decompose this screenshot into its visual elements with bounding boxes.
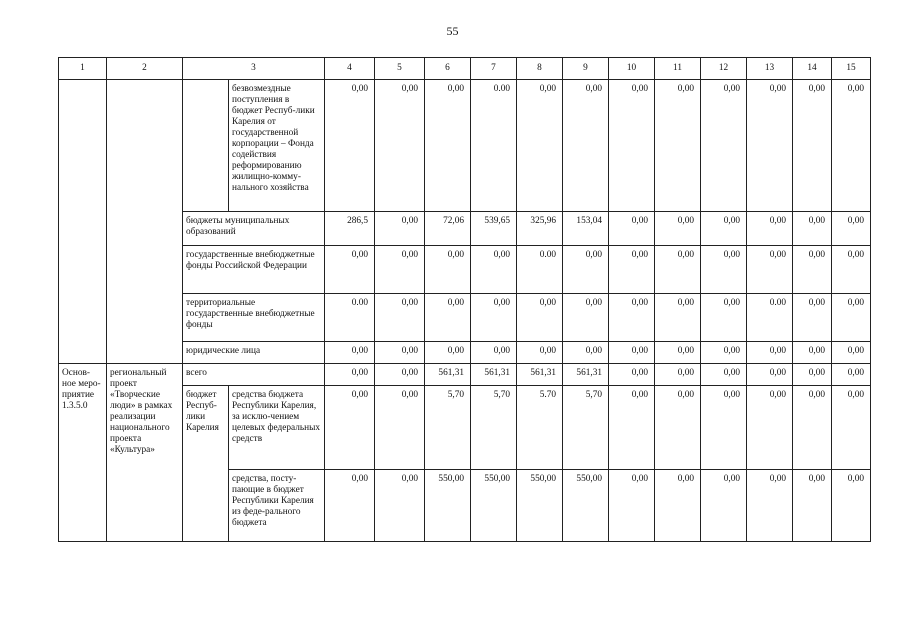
- value-cell: 5,70: [563, 386, 609, 470]
- header-cell: 1: [59, 58, 107, 80]
- value-cell: 0,00: [793, 294, 832, 342]
- value-cell: 0,00: [325, 364, 375, 386]
- value-cell: 0,00: [609, 246, 655, 294]
- header-cell: 7: [471, 58, 517, 80]
- value-cell: 0,00: [793, 364, 832, 386]
- value-cell: 0,00: [325, 246, 375, 294]
- value-cell: 539,65: [471, 212, 517, 246]
- value-cell: 0,00: [375, 246, 425, 294]
- value-cell: 5.70: [517, 386, 563, 470]
- row-label: бюджеты муниципальных образований: [183, 212, 325, 246]
- value-cell: 0,00: [471, 246, 517, 294]
- header-cell: 13: [747, 58, 793, 80]
- value-cell: 0,00: [793, 386, 832, 470]
- header-cell: 4: [325, 58, 375, 80]
- row-label: всего: [183, 364, 325, 386]
- row-label: средства, посту-пающие в бюджет Республики Карелия из феде-рального бюджета: [229, 470, 325, 542]
- header-cell: 11: [655, 58, 701, 80]
- value-cell: 0,00: [471, 294, 517, 342]
- value-cell: 0,00: [375, 364, 425, 386]
- value-cell: 0,00: [655, 294, 701, 342]
- value-cell: 0,00: [517, 342, 563, 364]
- value-cell: 0.00: [471, 80, 517, 212]
- value-cell: 0,00: [425, 246, 471, 294]
- value-cell: 0,00: [655, 470, 701, 542]
- header-cell: 2: [107, 58, 183, 80]
- value-cell: 0,00: [832, 246, 871, 294]
- value-cell: 0,00: [325, 80, 375, 212]
- value-cell: 0,00: [375, 342, 425, 364]
- value-cell: 0,00: [375, 212, 425, 246]
- value-cell: 550,00: [425, 470, 471, 542]
- value-cell: 0,00: [375, 294, 425, 342]
- value-cell: 0,00: [563, 246, 609, 294]
- value-cell: 0,00: [375, 80, 425, 212]
- value-cell: 0,00: [325, 470, 375, 542]
- page-number: 55: [446, 24, 459, 38]
- value-cell: 0,00: [375, 470, 425, 542]
- header-row: [59, 58, 871, 80]
- value-cell: 0,00: [832, 364, 871, 386]
- value-cell: 0,00: [609, 212, 655, 246]
- value-cell: 0,00: [747, 386, 793, 470]
- value-cell: 0,00: [655, 386, 701, 470]
- value-cell: 0,00: [701, 364, 747, 386]
- value-cell: 0,00: [563, 294, 609, 342]
- value-cell: 0,00: [793, 212, 832, 246]
- value-cell: 0,00: [747, 342, 793, 364]
- value-cell: 0,00: [609, 80, 655, 212]
- value-cell: 0,00: [793, 342, 832, 364]
- value-cell: 0,00: [517, 294, 563, 342]
- value-cell: 0,00: [747, 470, 793, 542]
- value-cell: 5,70: [471, 386, 517, 470]
- value-cell: 0.00: [517, 246, 563, 294]
- value-cell: 0,00: [609, 294, 655, 342]
- table-row: [59, 80, 871, 212]
- value-cell: 0,00: [832, 342, 871, 364]
- row-label: средства бюджета Республики Карелия, за исклю-чением целевых федеральных средств: [229, 386, 325, 470]
- value-cell: 0,00: [701, 470, 747, 542]
- value-cell: 0,00: [701, 294, 747, 342]
- project-name: региональный проект «Творческие люди» в рамках реализации национального проекта «Культура»: [107, 364, 183, 542]
- value-cell: 0,00: [832, 294, 871, 342]
- value-cell: 561,31: [563, 364, 609, 386]
- value-cell: 286,5: [325, 212, 375, 246]
- value-cell: 0,00: [701, 212, 747, 246]
- measure-code: Основ-ное меро-приятие 1.3.5.0: [59, 364, 107, 542]
- value-cell: 0,00: [701, 386, 747, 470]
- value-cell: 0,00: [701, 80, 747, 212]
- value-cell: 0,00: [425, 294, 471, 342]
- value-cell: 0,00: [425, 342, 471, 364]
- value-cell: 0,00: [701, 246, 747, 294]
- header-cell: 10: [609, 58, 655, 80]
- value-cell: 0,00: [325, 342, 375, 364]
- value-cell: 0,00: [517, 80, 563, 212]
- value-cell: 325,96: [517, 212, 563, 246]
- value-cell: 0.00: [325, 294, 375, 342]
- value-cell: 0,00: [609, 386, 655, 470]
- value-cell: 0,00: [747, 364, 793, 386]
- row-label: государственные внебюджетные фонды Российской Федерации: [183, 246, 325, 294]
- value-cell: 0,00: [563, 80, 609, 212]
- header-cell: 15: [832, 58, 871, 80]
- value-cell: 0,00: [832, 212, 871, 246]
- value-cell: 153,04: [563, 212, 609, 246]
- value-cell: 0,00: [609, 342, 655, 364]
- empty-cell: [183, 80, 229, 212]
- value-cell: 0,00: [325, 386, 375, 470]
- value-cell: 0,00: [832, 386, 871, 470]
- value-cell: 0,00: [747, 212, 793, 246]
- header-cell: 9: [563, 58, 609, 80]
- value-cell: 0,00: [832, 80, 871, 212]
- value-cell: 0,00: [655, 364, 701, 386]
- value-cell: 0,00: [701, 342, 747, 364]
- value-cell: 0,00: [655, 80, 701, 212]
- value-cell: 550,00: [471, 470, 517, 542]
- value-cell: 0,00: [793, 80, 832, 212]
- value-cell: 561,31: [517, 364, 563, 386]
- empty-cell: [59, 80, 107, 364]
- value-cell: 550,00: [517, 470, 563, 542]
- header-cell: 6: [425, 58, 471, 80]
- row-label: юридические лица: [183, 342, 325, 364]
- header-cell: 8: [517, 58, 563, 80]
- header-cell: 5: [375, 58, 425, 80]
- value-cell: 0.00: [747, 294, 793, 342]
- value-cell: 0,00: [609, 364, 655, 386]
- value-cell: 0,00: [793, 470, 832, 542]
- row-label: безвозмездные поступления в бюджет Респуб-лики Карелия от государственной корпорации – Фонда содействия реформированию жилищно-комму-нального хозяйства: [229, 80, 325, 212]
- value-cell: 72,06: [425, 212, 471, 246]
- header-cell: 14: [793, 58, 832, 80]
- row-label: территориальные государственные внебюджетные фонды: [183, 294, 325, 342]
- empty-cell: [107, 80, 183, 364]
- value-cell: 0,00: [793, 246, 832, 294]
- value-cell: 5,70: [425, 386, 471, 470]
- value-cell: 0,00: [655, 246, 701, 294]
- value-cell: 0,00: [425, 80, 471, 212]
- value-cell: 0,00: [747, 80, 793, 212]
- budget-table: [58, 57, 871, 542]
- value-cell: 550,00: [563, 470, 609, 542]
- value-cell: 0,00: [609, 470, 655, 542]
- header-cell: 12: [701, 58, 747, 80]
- budget-source: бюджет Респуб-лики Карелия: [183, 386, 229, 542]
- value-cell: 0,00: [563, 342, 609, 364]
- value-cell: 0,00: [747, 246, 793, 294]
- value-cell: 0,00: [655, 342, 701, 364]
- value-cell: 0,00: [832, 470, 871, 542]
- value-cell: 561,31: [425, 364, 471, 386]
- value-cell: 561,31: [471, 364, 517, 386]
- header-cell: 3: [183, 58, 325, 80]
- value-cell: 0,00: [471, 342, 517, 364]
- value-cell: 0,00: [375, 386, 425, 470]
- value-cell: 0,00: [655, 212, 701, 246]
- table-row: [59, 364, 871, 386]
